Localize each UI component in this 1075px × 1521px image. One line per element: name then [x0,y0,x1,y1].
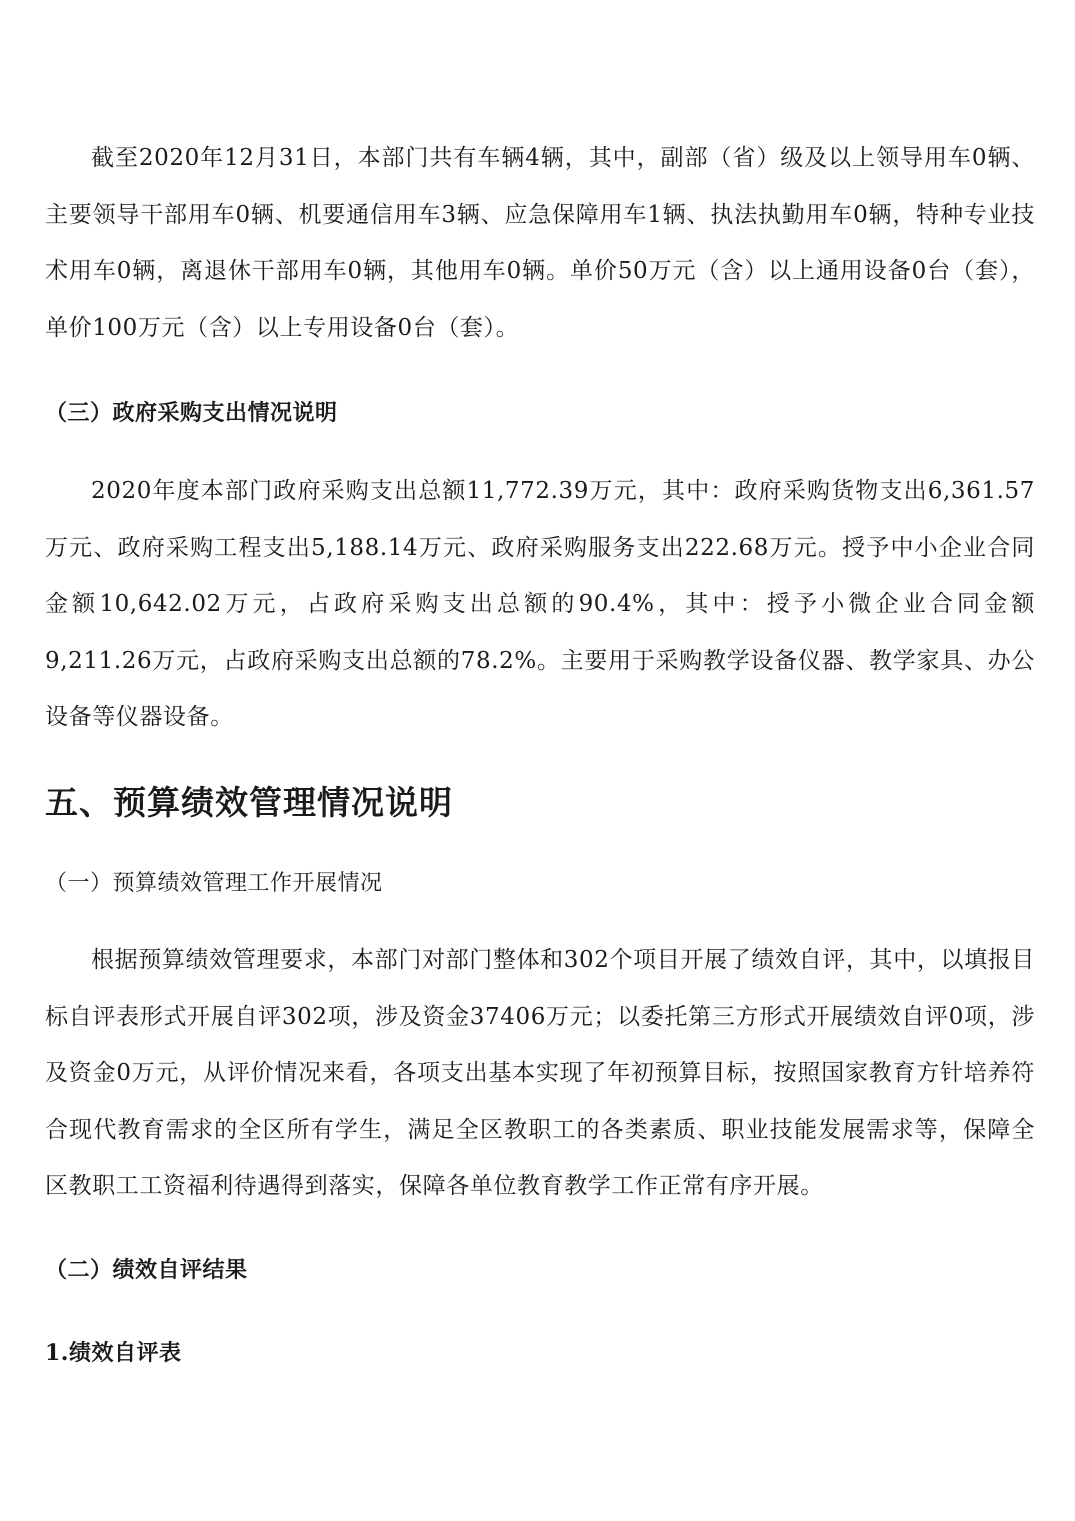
work-heading: （一）预算绩效管理工作开展情况 [45,871,383,896]
section-heading: 五、预算绩效管理情况说明 [45,783,453,822]
vehicle-paragraph: 截至2020年12月31日，本部门共有车辆4辆，其中，副部（省）级及以上领导用车0辆、主要领导干部用车0辆、机要通信用车3辆、应急保障用车1辆、执法执勤用车0辆，特种专业技术用车0辆，离退休干部用车0辆，其他用车0辆。单价50万元（含）以上通用设备0台（套），单价100万元（含）以上专用设备0台（套）。 [45,145,1035,341]
table-heading: 1.绩效自评表 [45,1340,182,1366]
results-heading: （二）绩效自评结果 [45,1257,248,1283]
procurement-heading: （三）政府采购支出情况说明 [45,400,338,426]
work-paragraph: 根据预算绩效管理要求，本部门对部门整体和302个项目开展了绩效自评，其中，以填报目标自评表形式开展自评302项，涉及资金37406万元；以委托第三方形式开展绩效自评0项，涉及资金0万元，从评价情况来看，各项支出基本实现了年初预算目标，按照国家教育方针培养符合现代教育需求的全区所有学生，满足全区教职工的各类素质、职业技能发展需求等，保障全区教职工工资福利待遇得到落实，保障各单位教育教学工作正常有序开展。 [45,947,1035,1199]
procurement-paragraph: 2020年度本部门政府采购支出总额11,772.39万元，其中：政府采购货物支出6,361.57万元、政府采购工程支出5,188.14万元、政府采购服务支出222.68万元。授予中小企业合同金额10,642.02万元，占政府采购支出总额的90.4%，其中：授予小微企业合同金额9,211.26万元，占政府采购支出总额的78.2%。主要用于采购教学设备仪器、教学家具、办公设备等仪器设备。 [45,478,1035,730]
